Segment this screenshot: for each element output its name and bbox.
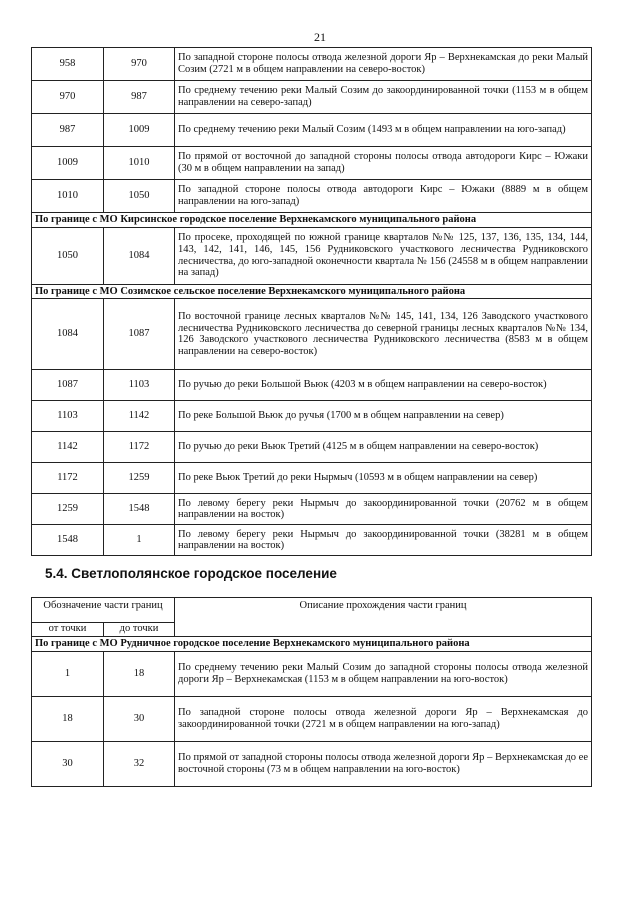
header-from: от точки	[32, 623, 104, 637]
description-cell: По ручью до реки Большой Вьюк (4203 м в общем направлении на северо-восток)	[175, 370, 592, 401]
description-cell: По реке Вьюк Третий до реки Нырмыч (10593 м в общем направлении на север)	[175, 463, 592, 494]
header-to: до точки	[104, 623, 175, 637]
description-cell: По среднему течению реки Малый Созим до западной стороны полосы отвода железной дороги Яр – Верхнекамская (1153 м в общем направлении на юго-восток)	[175, 651, 592, 696]
point-from-cell: 987	[32, 114, 104, 147]
description-cell: По левому берегу реки Нырмыч до закоординированной точки (38281 м в общем направлении на восток)	[175, 525, 592, 556]
header-description: Описание прохождения части границ	[175, 598, 592, 637]
point-from-cell: 1	[32, 651, 104, 696]
description-cell: По левому берегу реки Нырмыч до закоординированной точки (20762 м в общем направлении на восток)	[175, 494, 592, 525]
description-cell: По реке Большой Вьюк до ручья (1700 м в общем направлении на север)	[175, 401, 592, 432]
point-to-cell: 1172	[104, 432, 175, 463]
description-cell: По западной стороне полосы отвода железной дороги Яр – Верхнекамская до закоординированной точки (2721 м в общем направлении на юго-запад)	[175, 696, 592, 741]
point-from-cell: 1010	[32, 180, 104, 213]
boundary-table-2-body	[32, 637, 592, 787]
table-row	[32, 525, 592, 556]
point-to-cell: 1548	[104, 494, 175, 525]
point-from-cell: 1548	[32, 525, 104, 556]
point-to-cell: 987	[104, 81, 175, 114]
boundary-table-1-body	[32, 48, 592, 556]
point-to-cell: 1084	[104, 227, 175, 284]
point-from-cell: 1087	[32, 370, 104, 401]
point-to-cell: 1087	[104, 299, 175, 370]
point-from-cell: 1142	[32, 432, 104, 463]
point-to-cell: 1103	[104, 370, 175, 401]
point-to-cell: 1142	[104, 401, 175, 432]
table-row	[32, 299, 592, 370]
boundary-table-2	[31, 597, 592, 787]
description-cell: По западной стороне полосы отвода железной дороги Яр – Верхнекамская до реки Малый Созим (2721 м в общем направлении на северо-восток)	[175, 48, 592, 81]
point-from-cell: 958	[32, 48, 104, 81]
section-row	[32, 284, 592, 299]
point-to-cell: 1050	[104, 180, 175, 213]
table-row	[32, 432, 592, 463]
table-row	[32, 147, 592, 180]
section-heading: По границе с МО Кирсинское городское поселение Верхнекамского муниципального района	[32, 213, 592, 228]
point-from-cell: 30	[32, 741, 104, 786]
point-from-cell: 1009	[32, 147, 104, 180]
section-title: 5.4. Светлополянское городское поселение	[45, 566, 337, 581]
point-to-cell: 32	[104, 741, 175, 786]
description-cell: По прямой от западной стороны полосы отвода железной дороги Яр – Верхнекамская до ее восточной стороны (73 м в общем направлении на юго-восток)	[175, 741, 592, 786]
header-designation: Обозначение части границ	[32, 598, 175, 623]
boundary-table-1	[31, 47, 592, 556]
description-cell: По просеке, проходящей по южной границе кварталов №№ 125, 137, 136, 135, 134, 144, 143, 142, 141, 146, 145, 156 Рудниковского участкового лесничества Рудниковского лесничества, до юго-западной оконечности квартала № 156 (24558 м в общем направлении на запад)	[175, 227, 592, 284]
description-cell: По прямой от восточной до западной стороны полосы отвода автодороги Кирс – Южаки (30 м в общем направлении на запад)	[175, 147, 592, 180]
point-to-cell: 18	[104, 651, 175, 696]
point-from-cell: 1103	[32, 401, 104, 432]
point-from-cell: 1259	[32, 494, 104, 525]
table-row	[32, 741, 592, 786]
description-cell: По среднему течению реки Малый Созим до закоординированной точки (1153 м в общем направлении на северо-запад)	[175, 81, 592, 114]
point-to-cell: 1259	[104, 463, 175, 494]
table-row	[32, 370, 592, 401]
section-heading: По границе с МО Рудничное городское поселение Верхнекамского муниципального района	[32, 637, 592, 652]
description-cell: По ручью до реки Вьюк Третий (4125 м в общем направлении на северо-восток)	[175, 432, 592, 463]
point-to-cell: 1009	[104, 114, 175, 147]
table-row	[32, 494, 592, 525]
table-row	[32, 651, 592, 696]
section-row	[32, 213, 592, 228]
point-from-cell: 1050	[32, 227, 104, 284]
table-row	[32, 180, 592, 213]
point-from-cell: 970	[32, 81, 104, 114]
point-from-cell: 1172	[32, 463, 104, 494]
table-row	[32, 696, 592, 741]
point-to-cell: 970	[104, 48, 175, 81]
description-cell: По среднему течению реки Малый Созим (1493 м в общем направлении на юго-запад)	[175, 114, 592, 147]
table-row	[32, 401, 592, 432]
table-row	[32, 81, 592, 114]
table-row	[32, 48, 592, 81]
table-row	[32, 227, 592, 284]
description-cell: По западной стороне полосы отвода автодороги Кирс – Южаки (8889 м в общем направлении на юго-запад)	[175, 180, 592, 213]
section-row	[32, 637, 592, 652]
description-cell: По восточной границе лесных кварталов №№ 145, 141, 134, 126 Заводского участкового лесничества Рудниковского лесничества до северной границы лесных кварталов №№ 134, 126 Заводского участкового лесничества Рудниковского лесничества (8583 м в общем направлении на северо-восток)	[175, 299, 592, 370]
section-heading: По границе с МО Созимское сельское поселение Верхнекамского муниципального района	[32, 284, 592, 299]
point-to-cell: 1010	[104, 147, 175, 180]
table-header-row	[32, 598, 592, 623]
point-from-cell: 1084	[32, 299, 104, 370]
point-to-cell: 1	[104, 525, 175, 556]
point-from-cell: 18	[32, 696, 104, 741]
table-row	[32, 114, 592, 147]
page-number: 21	[314, 30, 326, 44]
table-row	[32, 463, 592, 494]
point-to-cell: 30	[104, 696, 175, 741]
